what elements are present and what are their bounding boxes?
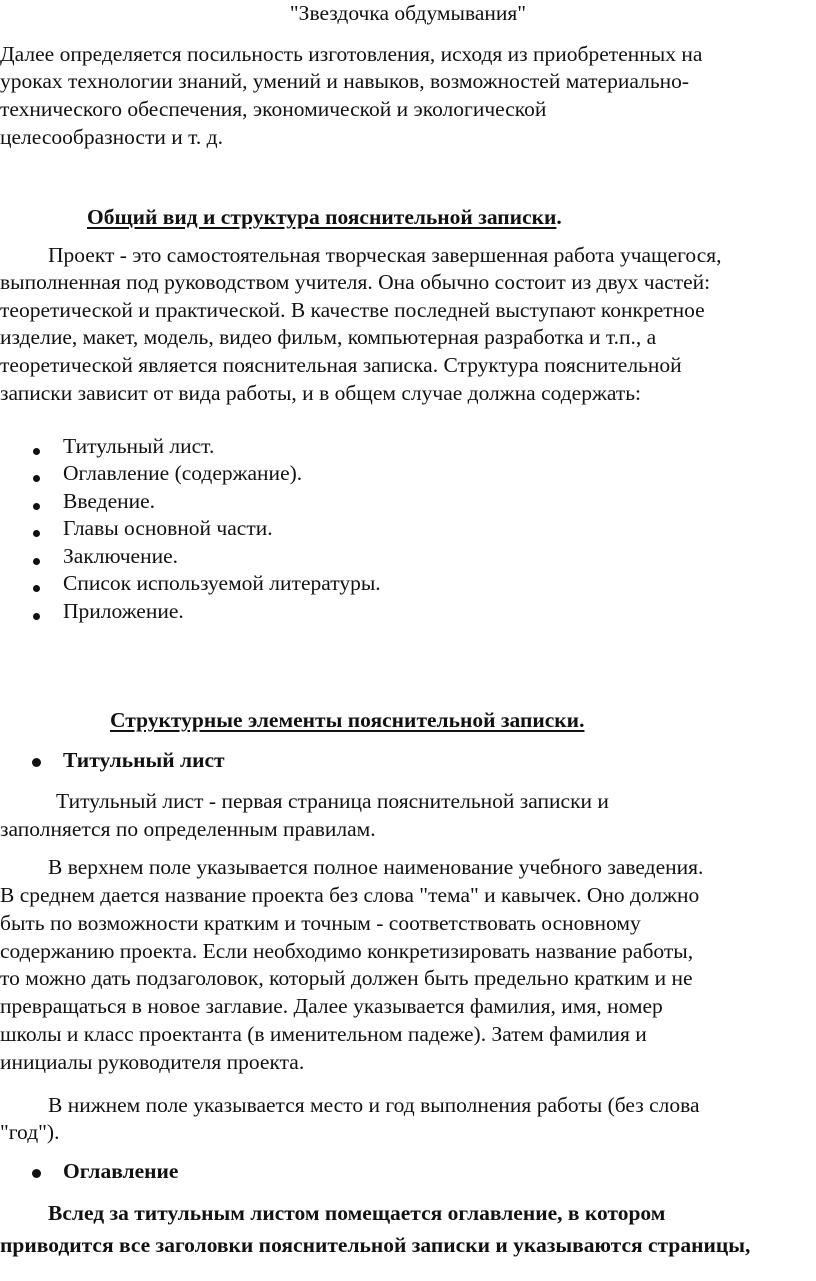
bullet-icon: [33, 503, 40, 510]
list-item: Список используемой литературы.: [63, 571, 381, 595]
subheading-contents: Оглавление: [63, 1159, 179, 1183]
section1-line: теоретической и практической. В качестве последней выступают конкретное: [0, 298, 705, 322]
section2-heading-text: Структурные элементы пояснительной записки.: [110, 708, 585, 732]
bullet-icon: [33, 613, 40, 620]
list-item: Введение.: [63, 489, 156, 513]
title-page-line: школы и класс проектанта (в именительном падеже). Затем фамилия и: [0, 1022, 647, 1046]
bullet-icon: [32, 758, 41, 767]
contents-line: Вслед за титульным листом помещается оглавление, в котором: [48, 1201, 666, 1225]
document-title: "Звездочка обдумывания": [289, 1, 527, 25]
section1-heading-period: .: [556, 205, 562, 229]
title-page-line: превращаться в новое заглавие. Далее указывается фамилия, имя, номер: [0, 994, 663, 1018]
intro-line: целесообразности и т. д.: [0, 125, 223, 149]
section2-heading: [110, 707, 584, 734]
list-item: Оглавление (содержание).: [63, 461, 303, 485]
bullet-icon: [33, 585, 40, 592]
section1-heading-text: Общий вид и структура пояснительной записки: [87, 205, 557, 229]
bullet-icon: [33, 448, 40, 455]
list-item: Титульный лист.: [63, 434, 215, 458]
intro-line: уроках технологии знаний, умений и навыков, возможностей материально-: [0, 69, 690, 93]
list-item: Главы основной части.: [63, 516, 273, 540]
title-page-line: В среднем дается название проекта без слова "тема" и кавычек. Оно должно: [0, 883, 700, 907]
section1-line: Проект - это самостоятельная творческая завершенная работа учащегося,: [48, 243, 722, 267]
bullet-icon: [33, 475, 40, 482]
section1-heading: [87, 204, 562, 231]
bullet-icon: [32, 1169, 41, 1178]
contents-line: приводится все заголовки пояснительной записки и указываются страницы,: [0, 1233, 751, 1257]
list-item: Заключение.: [63, 544, 179, 568]
title-page-line: Титульный лист - первая страница пояснительной записки и: [56, 789, 609, 813]
title-page-line: то можно дать подзаголовок, который должен быть предельно кратким и не: [0, 966, 693, 990]
intro-line: Далее определяется посильность изготовления, исходя из приобретенных на: [0, 42, 703, 66]
subheading-title-page: Титульный лист: [63, 748, 225, 772]
list-item: Приложение.: [63, 599, 184, 623]
intro-line: технического обеспечения, экономической и экологической: [0, 97, 547, 121]
title-page-line: "год").: [0, 1120, 60, 1144]
title-page-line: содержанию проекта. Если необходимо конкретизировать название работы,: [0, 939, 694, 963]
section1-line: изделие, макет, модель, видео фильм, компьютерная разработка и т.п., а: [0, 325, 657, 349]
bullet-icon: [33, 530, 40, 537]
title-page-line: В нижнем поле указывается место и год выполнения работы (без слова: [48, 1093, 700, 1117]
title-page-line: инициалы руководителя проекта.: [0, 1050, 305, 1074]
section1-line: записки зависит от вида работы, и в общем случае должна содержать:: [0, 381, 641, 405]
bullet-icon: [33, 558, 40, 565]
title-page-line: заполняется по определенным правилам.: [0, 817, 376, 841]
section1-line: выполненная под руководством учителя. Она обычно состоит из двух частей:: [0, 270, 711, 294]
section1-line: теоретической является пояснительная записка. Структура пояснительной: [0, 353, 682, 377]
title-page-line: В верхнем поле указывается полное наименование учебного заведения.: [48, 855, 704, 879]
title-page-line: быть по возможности кратким и точным - соответствовать основному: [0, 911, 641, 935]
